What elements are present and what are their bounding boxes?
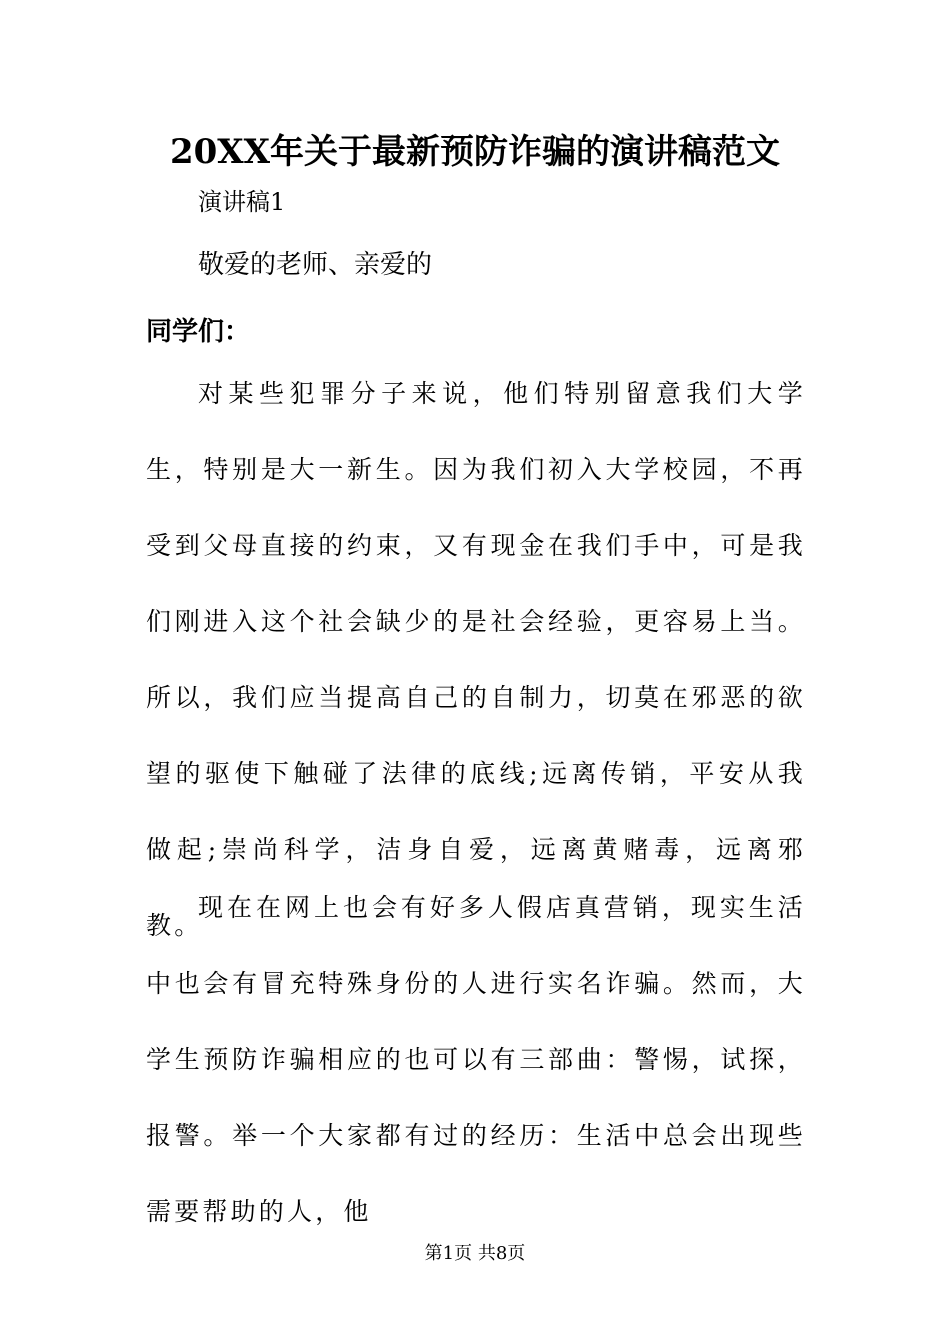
body-paragraph-2: 现在在网上也会有好多人假店真营销，现实生活中也会有冒充特殊身份的人进行实名诈骗。然而，大学生预防诈骗相应的也可以有三部曲：警惕，试探，报警。举一个大家都有过的经历：生活中总会出现些需要帮助的人，他 bbox=[146, 893, 806, 1226]
body-paragraph-1: 对某些犯罪分子来说，他们特别留意我们大学生，特别是大一新生。因为我们初入大学校园，不再受到父母直接的约束，又有现金在我们手中，可是我们刚进入这个社会缺少的是社会经验，更容易上当。所以，我们应当提高自己的自制力，切莫在邪恶的欲望的驱使下触碰了法律的底线;远离传销，平安从我做起;崇尚科学，洁身自爱，远离黄赌毒，远离邪教。 bbox=[146, 379, 806, 940]
page-number-footer: 第1页 共8页 bbox=[424, 1243, 526, 1264]
salutation-line-2: 同学们： bbox=[146, 317, 251, 347]
document-title: 20XX年关于最新预防诈骗的演讲稿范文 bbox=[169, 132, 781, 172]
document-subheading: 演讲稿1 bbox=[198, 188, 286, 216]
salutation-line-1: 敬爱的老师、亲爱的 bbox=[198, 250, 433, 280]
